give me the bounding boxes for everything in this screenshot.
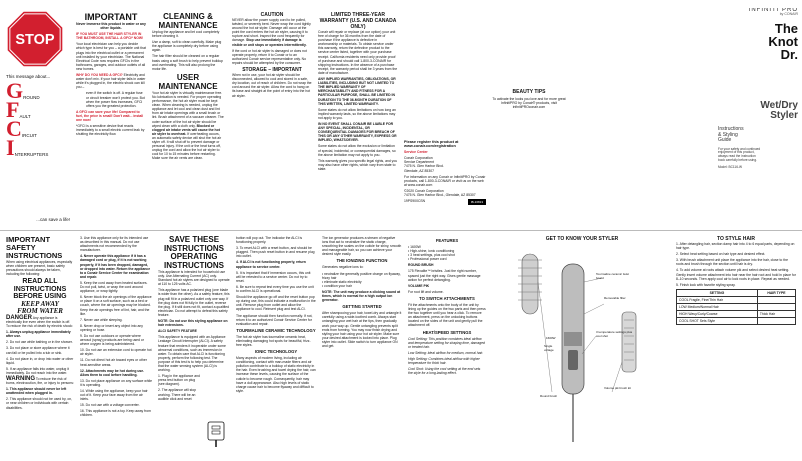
diagram-title: GET TO KNOW YOUR STYLER xyxy=(545,236,619,242)
low-setting: Low Setting: Ideal airflow for medium, normal hair. xyxy=(408,350,484,355)
table-cell: Thick Hair xyxy=(757,311,795,318)
style-step: 5. Finish look with favorite styling spray. xyxy=(676,282,736,287)
caution-p1: NEVER allow the power supply cord to be pulled, twisted, or severely bent. Never wrap the cord tightly around the hot air styler. Damage will occur at the point the cord enters the hot air styler, causing it to rupture and short. Inspect the cord frequently for damage. xyxy=(232,18,311,43)
volume-pik-text: For root lift and volume. xyxy=(408,289,444,294)
beauty-title: BEAUTY TIPS xyxy=(512,89,546,95)
gfci-word-interrupters: NTERRUPTERS xyxy=(14,151,49,157)
stop-sign-icon xyxy=(6,10,64,68)
safety-item: 12. Attachments may be hot during use. Allow them to cool before handling. xyxy=(80,368,145,377)
beauty-tips xyxy=(486,88,572,111)
safety-item: 9. Do not use outdoors or operate where aerosol (spray) products are being used or where oxygen is being administered. xyxy=(80,333,144,347)
address-line: 7475 N. Glen Harbor Blvd. xyxy=(404,164,444,169)
table-cell xyxy=(757,296,795,303)
diagram-label: 3 temperature settings plus cool shot xyxy=(596,330,633,339)
warning-item: 2. This appliance should not be used by, on, or near children or individuals with certain disabilities. xyxy=(6,397,73,410)
cleaning-section xyxy=(152,12,224,226)
gfci-word-ground: ROUND xyxy=(23,94,40,100)
gfci-section xyxy=(6,74,70,224)
safety-item: 10. Do not use an extension cord to operate hot air styler. xyxy=(80,348,152,357)
getting-started-title: GETTING STARTED xyxy=(342,304,382,310)
ionic2-p1: The ion generator produces a stream of negative ions that act to neutralize the static charge, smoothing the scales on the cuticle for shiny, smooth and manageable hair, so you can achieve your desired style easily. xyxy=(322,236,402,257)
alci-text: This appliance is equipped with an Appliance Leakage Circuit Interrupter (ALCI). A safety feature that renders it inoperable under some abnormal conditions, such as immersion in water. To obtain care that ALCI is functioning properly, perform the following test. The purpose of this test is to help you determine that the water sensing system (ALCI) is working. xyxy=(158,335,226,373)
safety-item: 7. Never use while sleeping. xyxy=(80,317,123,322)
alci-step: 1. Plug in the appliance and press test button on plug (see diagram). xyxy=(158,374,200,387)
round-brush-title: ROUND BRUSH xyxy=(408,263,434,268)
address-line: Glendale, AZ 85307 xyxy=(404,168,434,173)
switch-attachments-text: Fit the attachments onto the body of the unit by lining up the guides on the two parts and then press the two together until you hear a click. To remove an attachment, press on the unlocking buttons located on the sides of the unit and gently pull the attachment off. xyxy=(408,302,486,328)
fold-line xyxy=(0,230,802,231)
tourmaline-title: TOURMALINE CERAMIC TECHNOLOGY xyxy=(236,327,316,333)
feature-item: • High-shine, ionic conditioning xyxy=(408,249,455,254)
caution-section xyxy=(232,12,312,226)
ionic-title: IONIC TECHNOLOGY xyxy=(254,349,298,355)
gfci-intro: This message about... xyxy=(6,74,51,79)
brand-logo: INFINITI PRO xyxy=(748,8,798,13)
danger-item: 5. If an appliance falls into water, unplug it immediately. Do not reach into the water. xyxy=(6,366,69,375)
gfci-outro: ...can save a life! xyxy=(36,217,70,222)
safety-continued xyxy=(80,236,152,458)
ionizing-section xyxy=(322,236,402,458)
safety-item: 8. Never drop or insert any object into any opening or hose. xyxy=(80,323,143,332)
product-name-2: Knot xyxy=(768,34,798,50)
safety-item: 6. Never block the air openings of the appliance or place it on a soft surface, such as a bed or couch, where the air openings may be blocked. Keep the air openings free of lint, hair, and the like. xyxy=(80,295,152,316)
warning-item: 1. This appliance should never be left unattended when plugged in. xyxy=(6,387,67,396)
product-type-1: Wet/Dry xyxy=(760,100,798,112)
diagram-label: Removable filter xyxy=(604,296,626,300)
tourmaline-text: The hot air styler has tourmaline ceramic heat, eliminating damaging hot spots for beautiful, frizz-free styles. xyxy=(236,334,311,347)
warning-text: To reduce the risk of burns, electrocution, fire, or injury to persons: xyxy=(6,377,74,386)
gfci-word-fault: AULT xyxy=(19,113,31,119)
table-row xyxy=(677,318,796,325)
safety-item: 13. Do not place appliance on any surface while it is operating. xyxy=(80,378,152,387)
user-maint-p1: Your hot air styler is virtually maintenance free. No lubrication is needed. For proper operating performance, the hot air styler must be kept clean. When cleaning is needed, unplug the appliance and let cool and clean dust and lint from air intake openings with a small brush or lint. Brush attachment of a vacuum cleaner. The outer surface of the hot air styler should be wiped clean with a cloth only. xyxy=(152,90,224,128)
guide-title-3: Guide xyxy=(718,137,732,144)
service-center-title: Service Center xyxy=(404,150,428,155)
operating-title: OPERATING INSTRUCTIONS xyxy=(164,252,224,270)
warranty-p2: Some states do not allow limitations on how long an implied warranty lasts, so the above limitations may not apply to you. xyxy=(318,107,396,120)
danger-item: 2. Do not use while bathing or in the shower. xyxy=(6,340,73,345)
ionizing-intro: Generates negative ions to: xyxy=(322,265,364,270)
ionizing-item: • condition your hair xyxy=(322,283,352,288)
hair-type-table xyxy=(676,289,796,325)
style-step: 2. Select heat setting based on hair type and desired effect. xyxy=(676,252,766,257)
save-title: SAVE THESE INSTRUCTIONS xyxy=(164,236,224,253)
table-cell xyxy=(757,318,795,325)
table-row xyxy=(677,311,796,318)
features-section xyxy=(408,236,486,458)
danger-title: DANGER xyxy=(6,314,33,321)
alci-step: 2. The appliance will stop working. There will be an audible click and reset xyxy=(158,388,197,401)
style-title: TO STYLE HAIR xyxy=(717,236,755,242)
user-maint-title: USER MAINTENANCE xyxy=(158,72,218,91)
diagram-label: 1600W xyxy=(546,336,556,340)
warranty-section xyxy=(318,12,398,226)
diagram-label: Round brush xyxy=(540,394,558,398)
user-maint-p2: If overheating occurs, an automatic safety device will shut the hot air styler off. It will shut off to prevent damage or personal injury. If the unit or the heat turns off, unplug the cord and allow the hot air styler to cool for 10 to 15 minutes before restarting. Make sure the air vents are clean. xyxy=(152,131,222,161)
styler-diagram-icon xyxy=(492,242,672,452)
important-sub: Never immerse this product in water or any other liquids. xyxy=(76,22,146,31)
switch-attachments-title: TO SWITCH ATTACHMENTS xyxy=(419,295,475,301)
important-foot: *GFCI is a sensitive device that reacts immediately to a small electric current leak by shutting the electricity flow. xyxy=(76,124,145,137)
safety-item: 11. Do not direct hot air toward eyes or other heat-sensitive areas. xyxy=(80,358,147,367)
copyright: ©2020 Conair Corporation xyxy=(404,188,444,193)
operating-section xyxy=(158,236,230,458)
table-row xyxy=(677,296,796,303)
getting-started-text: After shampooing your hair, towel-dry and untangle it carefully using a wide-toothed comb. Always start untangling your wet hair at the tips, then gradually work your way up. Gentle untangling prevents split ends from forming. You may now finish drying and styling your hair using your hot air styler. Make sure your desired attachment is locked into place. Plug styler into outlet. Slide switch to turn appliance ON and get. xyxy=(322,311,402,348)
safety-intro: When using electrical appliances, especially when children are present, basic safety precautions should always be taken, including the following: xyxy=(6,260,73,277)
guide-title-1: Instructions xyxy=(718,126,744,133)
gfci-letter-c: C xyxy=(6,116,22,141)
keep-away-2: FROM WATER xyxy=(17,307,63,316)
register-title: Please register this product at xyxy=(404,140,459,144)
style-section xyxy=(676,236,796,458)
cleaning-p3: The hair filter should be cleaned on a regular basis using a soft brush to help prevent buildup and overheating. This will also prolong the motor life. xyxy=(152,54,223,71)
product-name-1: The xyxy=(774,21,798,37)
important-red1: IF YOU MUST USE THE HAIR STYLER IN THE BATHROOM, INSTALL A GFCI* NOW! xyxy=(76,32,144,41)
caution-p2: If the cord or hot air styler is damaged or does not operate properly, return it to Conair or to an authorized Conair service representative only. No repairs should be attempted by the consumer. xyxy=(232,48,307,65)
diagram-label: Tourmaline ceramic twist board xyxy=(596,272,629,281)
alci-p2: 3. To reset ALCI with a reset button, and should be plugged. Then push reset button in and resume plug into outlet. xyxy=(236,246,315,259)
table-cell: HIGH Wavy/Curly/Coarse xyxy=(677,311,758,318)
storage-text: When not in use, your hot air styler should be disconnected, allowed to cool and stored in a safe, dry location, out of reach of children. Do not wrap the cord around the air styler. Allow the cord to hang on its base and straight at the point of entry into the hot air styler. xyxy=(232,73,312,98)
operating-p2: This appliance has a polarized plug (one blade is wider than the other). As a safety feature, this plug will fit in a polarized outlet only one way. If the plug does not fit fully in the outlet, reverse the plug. If it still does not fit, contact a qualified electrician. Do not attempt to defeat this safety feature. xyxy=(158,288,230,317)
operating-note: NOTE: Do not use this styling appliance on hair extensions. xyxy=(158,319,228,328)
diagram-section xyxy=(492,236,672,458)
ionizing-item: • eliminate static electricity xyxy=(322,279,362,284)
important-p2b: even if the switch is off. A regular fuse or circuit breaker won't protect you. But when the power flow increases, GFCI offers you the greatest protection. xyxy=(86,91,145,108)
gfci-letter-i: I xyxy=(6,135,15,160)
warranty-bold1: ANY IMPLIED WARRANTIES, OBLIGATIONS, OR LIABILITIES, INCLUDING BUT NOT LIMITED TO THE IMPLIED WARRANTY OF MERCHANTABILITY AND FITNESS FOR A PARTICULAR PURPOSE, SHALL BE LIMITED IN DURATION TO THE 36-MONTH DURATION OF THIS WRITTEN, LIMITED WARRANTY. xyxy=(318,77,396,106)
read-instructions-1: READ ALL INSTRUCTIONS xyxy=(13,278,67,293)
warranty-bold2: IN NO EVENT SHALL CONAIR BE LIABLE FOR ANY SPECIAL, INCIDENTAL, OR CONSEQUENTIAL DAMAGES FOR BREACH OF THIS OR ANY OTHER WARRANTY, EXPRESS OR IMPLIED, WHATSOEVER. xyxy=(318,121,397,143)
warranty-p1: Conair will repair or replace (at our option) your unit free of charge for 36 months from the date of purchase if the appliance is defective in workmanship or materials. To obtain service under this warranty, return the defective product to the service center listed, together with your purchase receipt. California residents need only provide proof of purchase and should call 1-800-3-CONAIR for shipping instructions. In the absence of a purchase receipt, the warranty period shall be 3 years from the date of manufacture. xyxy=(318,30,398,75)
cool-setting: Cool Setting: This position combines ideal airflow and temperature setting for shaping time, damaged or treated hair. xyxy=(408,336,485,349)
style-step: 3. With brush attachment unit place the appliance into the hair, close to the roots and brush through the section until hair is dry. xyxy=(676,258,788,267)
alci-p6: The appliance should then function normally. If not, return it to an authorized Conair Service Center for evaluation and repair. xyxy=(236,313,313,326)
alci-warning: 4. If ALCI is not functioning properly, return appliance to service center. xyxy=(236,260,306,269)
model-number: Model: BC116-W xyxy=(718,164,743,169)
table-header: HAIR TYPE xyxy=(757,289,795,296)
important-title: IMPORTANT xyxy=(84,12,138,22)
safety-title: IMPORTANT SAFETY INSTRUCTIONS xyxy=(6,236,63,260)
operating-p1: This appliance is intended for household use only. Use Alternating Current (AC) only. Standard hot air stylers are designed to operate at 110 to 125 volts AC. xyxy=(158,270,230,287)
alci-p5: Should the appliance go off and the reset button pop up during use, this could indicate a malfunction in the unit. Remove plug from outlet and allow the appliance to cool. Reinsert plug and test ALCI. xyxy=(236,295,316,312)
feature-item: • 1600W xyxy=(408,245,421,249)
cleaning-p1: Unplug the appliance and let cool completely before cleaning it. xyxy=(152,30,220,39)
copyright-address: 7475 N. Glen Harbor Blvd., Glendale, AZ 85307 xyxy=(404,193,476,198)
features-title: FEATURES xyxy=(435,238,459,243)
warranty-p4: This warranty gives you specific legal rights, and you may also have other rights, which vary from state to state. xyxy=(318,158,398,171)
important-red3: A GFCI can save your life! Compared to fuel, the price is small! Don't wait... install one now! xyxy=(76,109,144,122)
register-section xyxy=(404,140,486,226)
storage-title: STORAGE – IMPORTANT xyxy=(242,67,302,74)
heat-speed-title: HEAT/SPEED SETTINGS xyxy=(422,329,472,335)
safety-section xyxy=(6,236,74,458)
stop-label: STOP xyxy=(15,31,55,48)
version-badge: IB-16813 xyxy=(468,199,486,205)
table-cell xyxy=(757,304,795,311)
safety-item: 5. Keep the cord away from heated surfaces. Do not pull, twist, or wrap the cord around appliance, or wrap tightly. xyxy=(80,280,148,294)
alci-continued xyxy=(236,236,316,458)
important-red2: WHY DO YOU NEED A GFCI? xyxy=(76,73,123,78)
ionizing-note: NOTE: The unit may produce a clicking sound at times, which is normal for a high output ion generator. xyxy=(322,289,401,303)
alci-p4: 6. Be sure to repeat test every time you use the unit to confirm ALCI is operational. xyxy=(236,284,314,294)
diagram-label: Single voltage xyxy=(544,344,554,353)
table-cell: COOL Fragile, Fine/Thin Hair xyxy=(677,296,758,303)
alci-p1: button will pop out. The indicator the ALCI is functioning properly. xyxy=(236,236,303,245)
table-row xyxy=(677,304,796,311)
register-info: For information on any Conair or InfinitiPRO by Conair products, call 1-800-3-CONAIR or visit us on the web at www.conair.com xyxy=(404,174,486,187)
product-type-2: Styler xyxy=(770,110,798,122)
address-line: Conair Corporation xyxy=(404,156,433,161)
safety-item: 16. This appliance is not a toy. Keep away from children. xyxy=(80,409,151,418)
brand-by: by CONAIR xyxy=(779,12,798,17)
feature-item: • 3 heat settings, plus cool shot xyxy=(408,253,455,258)
table-header: SETTING xyxy=(677,289,758,296)
product-code: 19PS900CSN xyxy=(404,199,426,204)
danger-item: 3. Do not place or store appliance where it can fall or be pulled into a tub or sink. xyxy=(6,346,70,355)
read-instructions-2: BEFORE USING xyxy=(13,293,67,301)
ionizing-title: THE IONIZING FUNCTION xyxy=(336,258,388,264)
cover-panel xyxy=(718,8,798,228)
danger-item: 1. Always unplug appliance immediately after use. xyxy=(6,330,71,339)
table-cell: COOL SHOT Sets Style xyxy=(677,318,758,325)
ionizing-item: • neutralize the generally positive charge on flyaway, frizzy hair xyxy=(322,271,401,280)
danger-text: Any appliance is electrically live even when the switch is off. To reduce the risk of death by electric shock: xyxy=(6,315,73,329)
round-brush-text: 175 Flexalite™ bristles. Just the right number, spaced just the right way. Gives gentle massage action for perfect detangling. xyxy=(408,269,481,282)
keep-away-1: KEEP AWAY xyxy=(21,299,59,308)
user-maint-bold: Blocked or clogged air intake vents will cause the hot air styler to overheat. xyxy=(152,123,220,136)
product-name-3: Dr. xyxy=(780,47,798,63)
table-cell: LOW Medium/Normal Hair xyxy=(677,304,758,311)
danger-item: 4. Do not place in, or drop into water or other liquid. xyxy=(6,356,74,365)
diagram-label: Volume pik brush kit xyxy=(604,386,631,390)
warranty-p3: Some states do not allow the exclusion or limitation of special, incidental, or consequential damages, so the above limitation may not apply to you. xyxy=(318,144,396,157)
high-setting: High Setting: Combines ideal airflow with higher temperature for thick hair. xyxy=(408,356,480,365)
style-step: 1. After detangling hair, section damp hair into 4 to 6 equal parts, depending on hair type. xyxy=(676,242,795,251)
safety-item: 4. Never operate this appliance if it has a damaged cord or plug, if it is not working properly, if it has been dropped, damaged, or dropped into water. Return the appliance to a Conair Service Center for examination and repair. xyxy=(80,254,151,279)
ionic-text: Many aspects of modern living, including air conditioning, contact with man-made fibers and air pollution contribute to a buildup of static electricity in the hair. Even brushing and towel drying the hair, can increase these levels, causing the surface of the cuticle to become rough. Consequently, hair may have a dull appearance. Also high levels of static charge cause hair to become flyaway and difficult to style. xyxy=(236,356,316,393)
gfci-letter-g: G xyxy=(6,78,24,103)
gfci-word-circuit: IRCUIT xyxy=(21,132,37,138)
important-p1: Your local electrician can help you decide which type is best for you – a portable unit that plugs into the electrical outlet or a permanent unit installed by your electrician. The National Electrical Code now requires GFCIs in the bathrooms, garages, and outdoor outlets of all new homes. xyxy=(76,42,146,71)
alci-plug-icon xyxy=(204,420,228,448)
alci-p3: 5. It is important that if immersion occurs, this unit will be retested to a service center. Do not try to reset. xyxy=(236,270,311,283)
cleaning-title: CLEANING & MAINTENANCE xyxy=(158,12,218,30)
warning-title: WARNING xyxy=(6,376,35,382)
cover-tip: For your safety and continued enjoyment of this product, always read the instruction book carefully before using. xyxy=(718,146,761,163)
important-p2: Electricity and water don't mix. If your hair styler falls in water while it's plugged in, the electric shock can kill you – xyxy=(76,73,146,90)
register-url[interactable]: www.conair.com/registration xyxy=(404,144,456,149)
cleaning-p2: Use a damp, soft to clean carefully. Make plug the appliance is completely dry before using again. xyxy=(152,40,222,53)
caution-title: CAUTION xyxy=(260,12,284,18)
address-line: Service Department xyxy=(404,160,434,165)
caution-bold: Stop use immediately if damage is visible or unit stops or operates intermittently. xyxy=(232,38,307,47)
feature-item: • Professional power cord xyxy=(408,257,447,262)
table-header-row xyxy=(677,289,796,296)
beauty-text: To activate the looks you love and for more great InfinitiPRO by Conair® products, visit infinitiPROconair.com xyxy=(492,97,566,110)
volume-pik-title: VOLUME PIK xyxy=(408,283,430,288)
warranty-title: LIMITED THREE-YEAR WARRANTY (U.S. AND CANADA ONLY) xyxy=(319,12,397,30)
style-step: 4. To add volume at roots attach volume pik and select desired heat setting. Gently insert volume attachment into hair near the hair root and hold in place for 8–10 seconds. Then apply cool air to lock roots in place. Repeat as needed. xyxy=(676,268,796,281)
safety-item: 14. While using the appliance, keep your hair out of it. Keep your face away from the air inlets. xyxy=(80,389,148,402)
safety-item: 3. Use this appliance only for its intended use as described in this manual. Do not use attachments not recommended by the manufacturer. xyxy=(80,236,149,253)
cool-shot: Cool Shot: Using the cool setting at the end sets the style for a long-lasting effect. xyxy=(408,367,481,376)
safety-item: 15. Do not use with a voltage converter. xyxy=(80,403,140,408)
important-section xyxy=(76,12,146,226)
gfci-letter-f: F xyxy=(6,97,20,122)
guide-title-2: & Styling xyxy=(718,131,738,138)
alci-title: ALCI SAFETY FEATURE xyxy=(158,329,197,334)
